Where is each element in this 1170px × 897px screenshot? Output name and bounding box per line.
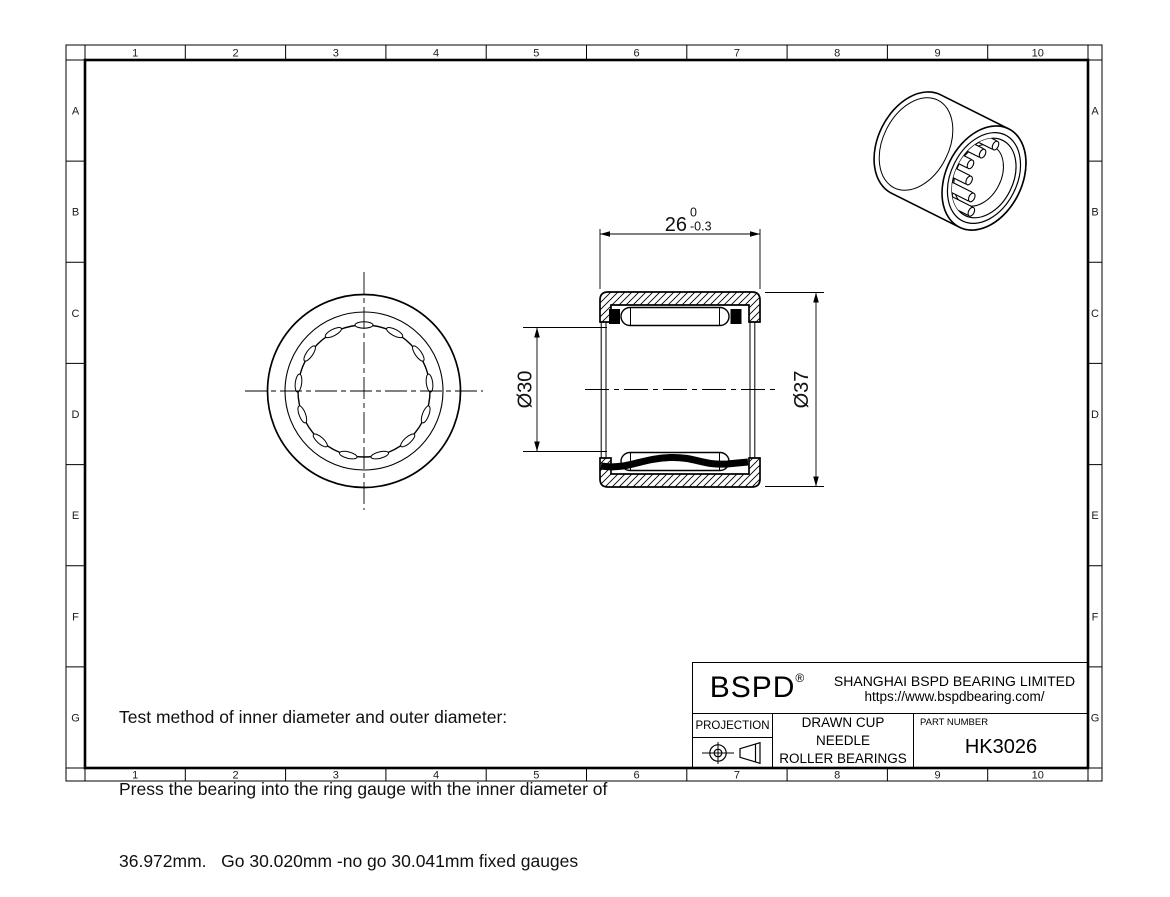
grid-row-label: F <box>1091 611 1099 624</box>
grid-row-label: D <box>1091 409 1099 421</box>
grid-col-label: 6 <box>633 769 640 782</box>
grid-row-label: D <box>71 409 80 421</box>
grid-row-label: A <box>71 105 80 118</box>
grid-col-label: 10 <box>1031 47 1044 60</box>
part-description-line: ROLLER BEARINGS <box>779 750 907 766</box>
grid-col-label: 6 <box>633 47 640 60</box>
dim-bore-value: Ø30 <box>514 370 537 409</box>
part-description <box>773 714 914 768</box>
front-view <box>245 272 483 510</box>
section-top-cage-right <box>731 309 742 324</box>
grid-col-label: 3 <box>332 769 339 782</box>
grid-row-label: G <box>71 712 80 725</box>
test-method-notes <box>119 657 607 897</box>
note-line: Press the bearing into the ring gauge with the inner diameter of <box>119 779 608 799</box>
grid-col-label: 3 <box>332 47 339 60</box>
grid-col-label: 5 <box>533 769 540 782</box>
company-website: https://www.bspdbearing.com/ <box>864 688 1045 704</box>
grid-row-label: E <box>71 510 80 523</box>
grid-col-label: 4 <box>432 47 440 60</box>
part-description-line: DRAWN CUP NEEDLE <box>801 714 885 748</box>
isometric-view <box>857 78 1042 244</box>
grid-col-label: 1 <box>132 47 139 60</box>
front-view-centerlines <box>245 272 483 510</box>
grid-col-label: 10 <box>1031 769 1044 782</box>
third-angle-projection-icon <box>700 740 766 766</box>
section-bore-lines <box>601 322 755 458</box>
dimension-width-text <box>665 206 712 237</box>
grid-row-label: B <box>71 206 80 219</box>
logo-text: BSPD <box>709 671 796 704</box>
grid-col-label: 5 <box>533 47 540 60</box>
company-name: SHANGHAI BSPD BEARING LIMITED <box>833 672 1076 689</box>
grid-row-label: B <box>1091 206 1099 219</box>
grid-row-label: C <box>71 307 80 320</box>
section-top-roller <box>621 308 729 326</box>
dim-width-value: 26 <box>664 214 687 236</box>
grid-col-label: 7 <box>733 769 740 782</box>
grid-col-label: 1 <box>132 769 139 782</box>
dim-outer-value: Ø37 <box>791 370 813 409</box>
section-view <box>585 292 775 487</box>
grid-row-label: G <box>1090 712 1100 725</box>
grid-row-label: E <box>1091 510 1099 523</box>
grid-row-label: C <box>1091 307 1099 320</box>
part-number-label: PART NUMBER <box>920 717 989 728</box>
grid-col-label: 9 <box>934 769 941 782</box>
grid-col-label: 7 <box>733 47 740 60</box>
dim-width-tol-lower: -0.3 <box>690 219 712 234</box>
grid-col-label: 9 <box>934 47 941 60</box>
grid-col-label: 2 <box>232 769 239 782</box>
note-line: 36.972mm. Go 30.020mm -no go 30.041mm fixed gauges <box>119 851 579 871</box>
registered-mark: ® <box>795 671 805 685</box>
dimension-width <box>600 229 760 289</box>
grid-col-label: 2 <box>232 47 239 60</box>
section-top-cage-left <box>609 309 620 324</box>
part-number: HK3026 <box>964 736 1038 758</box>
dim-width-tol-upper: 0 <box>690 205 697 220</box>
title-block <box>692 662 1088 768</box>
grid-row-label: F <box>72 611 79 624</box>
grid-row-label: A <box>1091 105 1099 118</box>
grid-col-label: 8 <box>834 769 841 782</box>
company-logo <box>693 671 821 705</box>
grid-col-label: 8 <box>834 47 841 60</box>
note-line: Test method of inner diameter and outer diameter: <box>119 707 508 727</box>
projection-label: PROJECTION <box>693 714 772 738</box>
grid-col-label: 4 <box>432 769 440 782</box>
